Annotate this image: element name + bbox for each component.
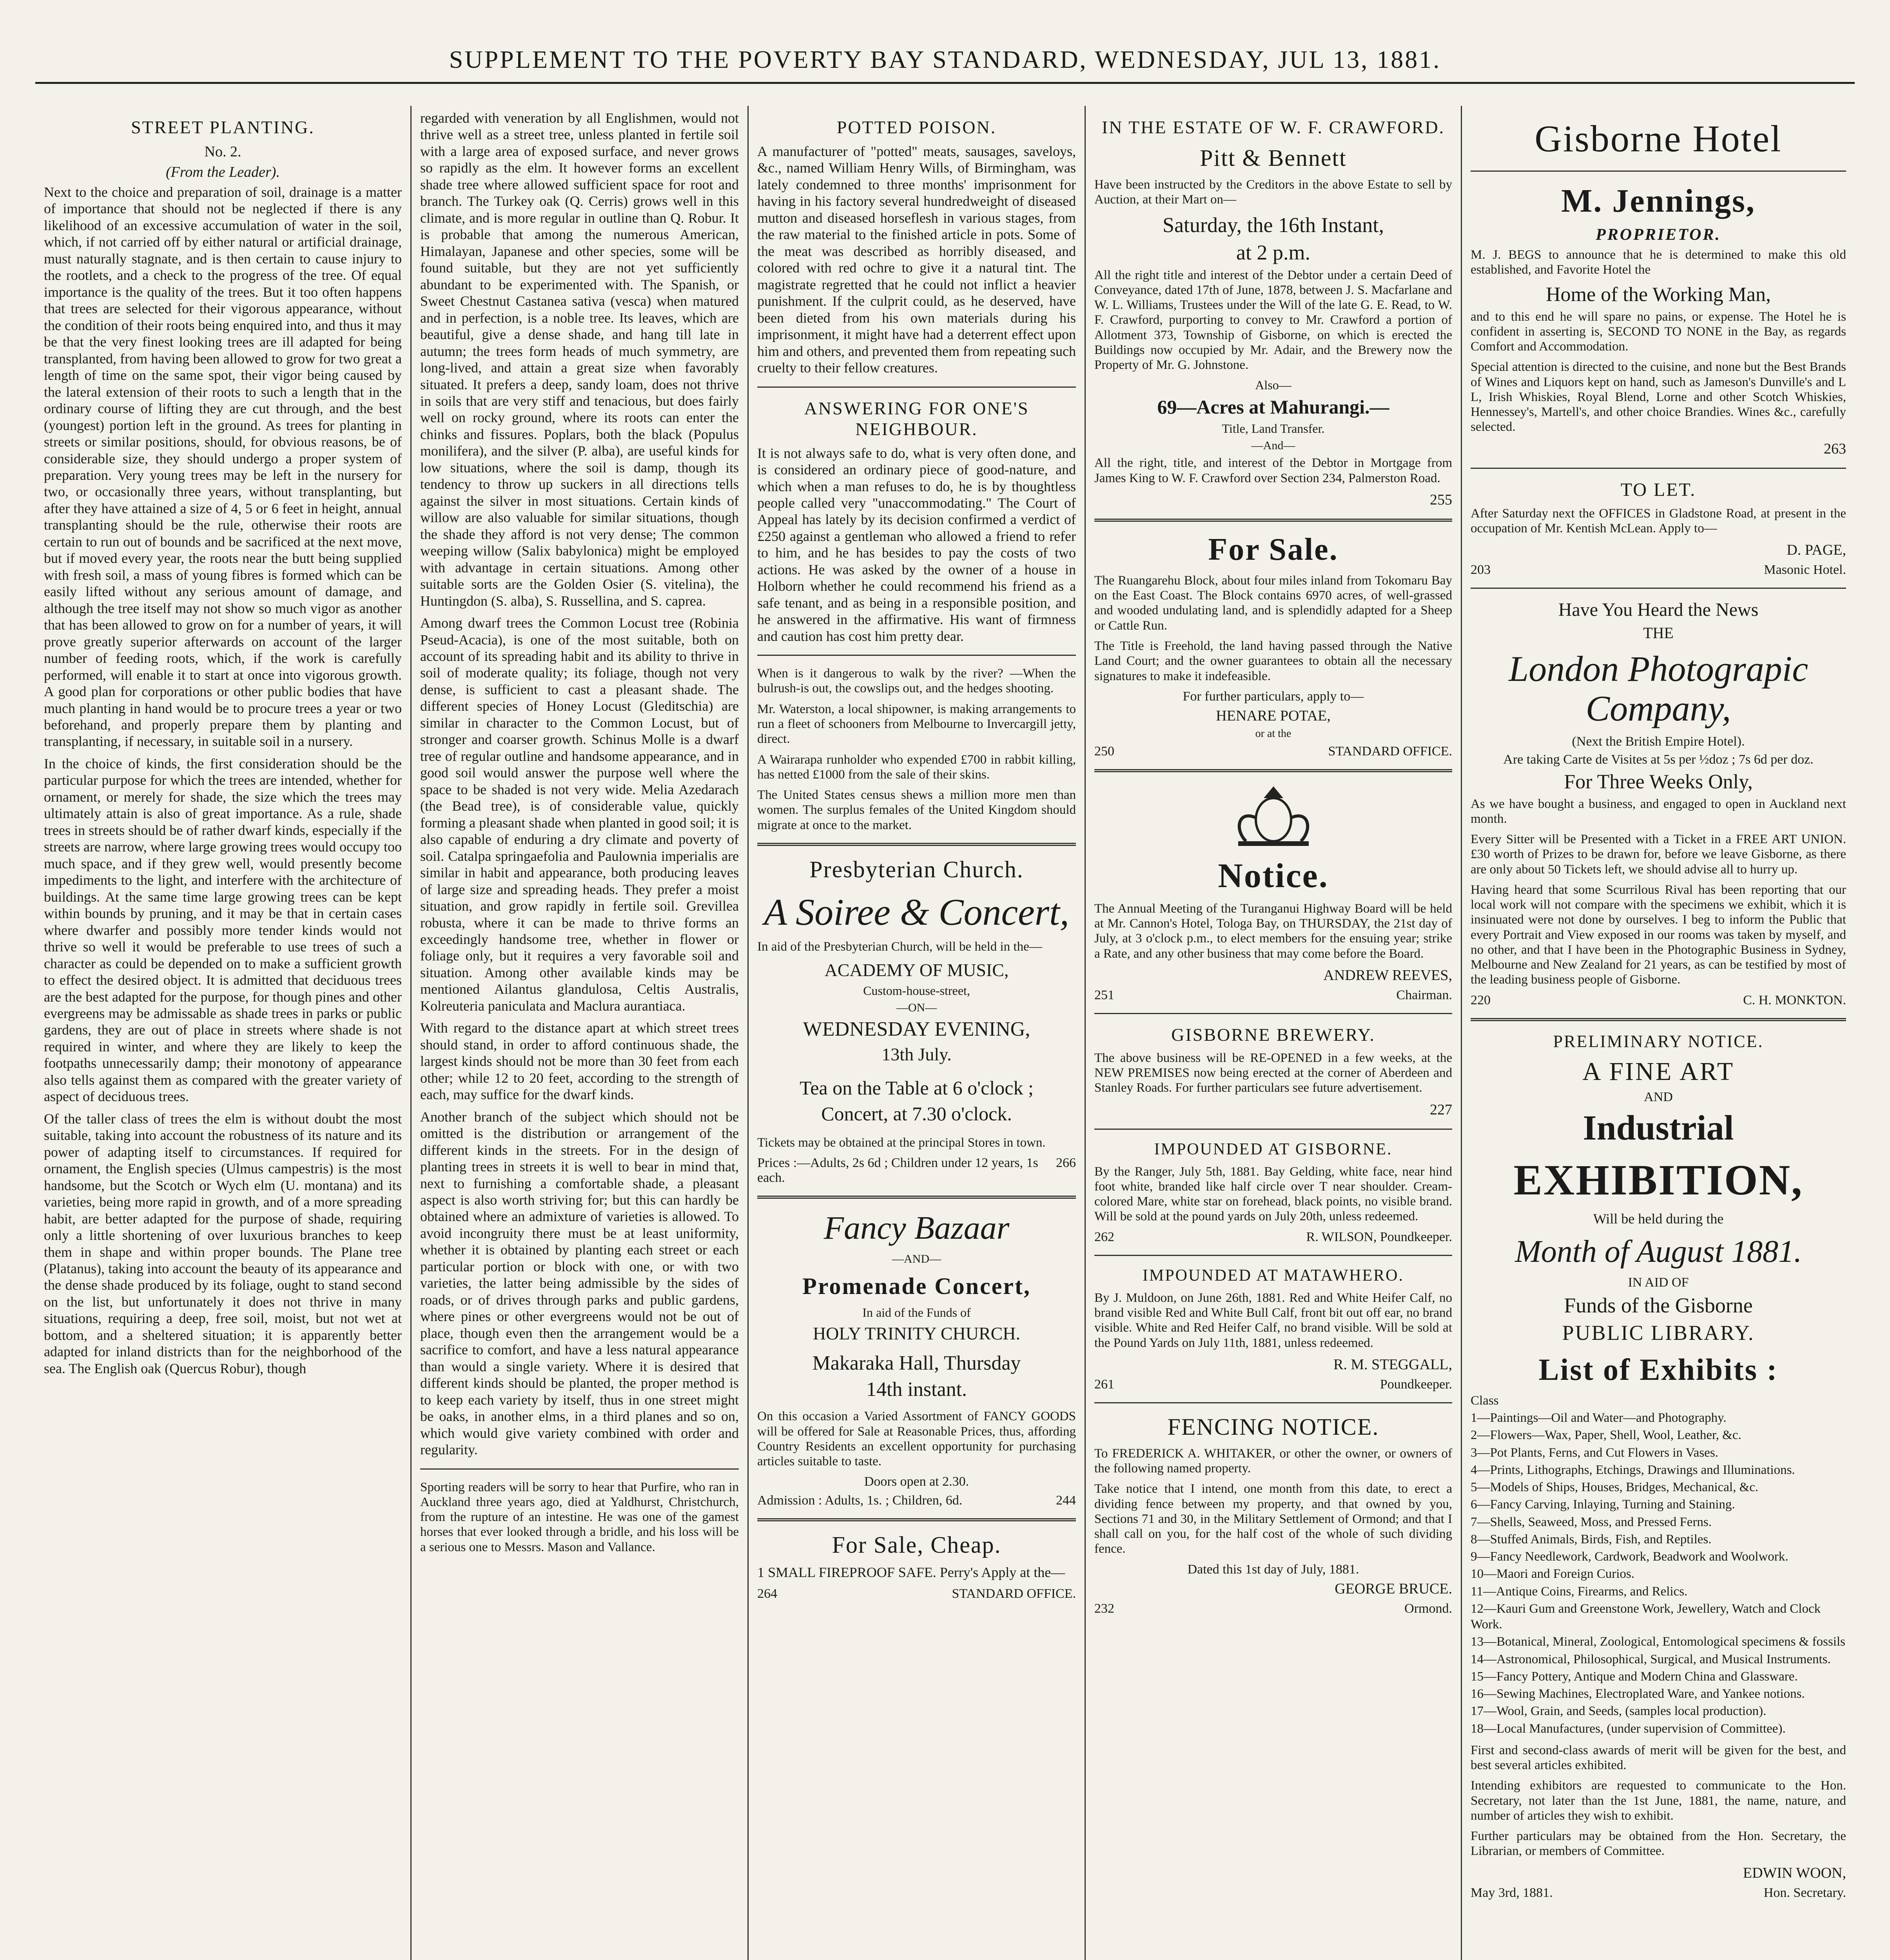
divider <box>757 655 1076 656</box>
impounded-gisborne-text: By the Ranger, July 5th, 1881. Bay Gelding, white face, near hind foot white, branded like half circle over T near shoulder. Cream-colored Mare, white star on forehead, black points, no visible brand. Will be sold at the pound yards on July 20th, unless redeemed. <box>1094 1164 1452 1224</box>
prices-line <box>757 1156 1076 1185</box>
exhibit-item: 18—Local Manufactures, (under supervision of Committee). <box>1471 1721 1786 1736</box>
divider <box>420 1468 739 1470</box>
woon-role: Hon. Secretary. <box>1763 1885 1846 1900</box>
royal-crest-icon <box>1094 782 1452 849</box>
article-paragraph: Among dwarf trees the Common Locust tree (Robinia Pseud-Acacia), is one of the most suitable, both on account of its spreading habit and its ability to thrive in soil of moderate quality; its foliage, though not very dense, is sufficient to cast a pleasant shade. The different species of Honey Locust (Gleditschia) are similar in character to the Common Locust, but of stronger and coarser growth. Schinus Molle is a dwarf tree of regular outline and handsome appearance, and in good soil would answer the purpose well where the space to be shaded is not very wide. Melia Azedarach (the Bead tree), is of considerable value, quickly forming a pleasant shade when planted in good soil; it is also capable of enduring a dry climate and poverty of soil. Catalpa springaefolia and Paulownia imperialis are similar in habit and appearance, both producing leaves of large size and spreading heads. They prefer a moist situation, and grow rapidly in fertile soil. Grevillea robusta, where it can be made to thrive forms an exceedingly handsome tree, whether in flower or foliage only, but it requires a very favorable soil and situation. Among other available kinds may be mentioned Ailantus glandulosa, Celtis Australis, Kolreuteria paniculata and Maclura aurantiaca. <box>420 615 739 1014</box>
column-3 <box>749 106 1086 1960</box>
woon-name: EDWIN WOON, <box>1743 1864 1846 1881</box>
brewery-ref: 227 <box>1430 1101 1452 1118</box>
reeves-role: Chairman. <box>1396 987 1452 1002</box>
divider <box>1471 1018 1846 1021</box>
impounded-gisborne-ref: 262 <box>1094 1229 1114 1244</box>
exhibit-item: 9—Fancy Needlework, Cardwork, Beadwork and Woolwork. <box>1471 1550 1788 1564</box>
home-working-man: Home of the Working Man, <box>1546 283 1771 306</box>
brewery-title: GISBORNE BREWERY. <box>1171 1024 1375 1045</box>
to-let-text: After Saturday next the OFFICES in Gladstone Road, at present in the occupation of Mr. Kentish McLean. Apply to— <box>1471 506 1846 535</box>
soiree-title: A Soiree & Concert, <box>764 891 1069 933</box>
impounded-matawhero-foot <box>1094 1377 1452 1392</box>
in-aid-of: IN AID OF <box>1628 1275 1689 1290</box>
exhibit-item: 16—Sewing Machines, Electroplated Ware, and Yankee notions. <box>1471 1687 1805 1701</box>
or-at-label: or at the <box>1255 727 1291 740</box>
impounded-matawhero-ref: 261 <box>1094 1377 1114 1392</box>
event-date: 13th July. <box>882 1044 952 1065</box>
block-text: The Ruangarehu Block, about four miles inland from Tokomaru Bay on the East Coast. The Block contains 6970 acres, of well-grassed and wooded undulating land, and is splendidly adapted for a Sheep or Cattle Run. <box>1094 573 1452 633</box>
and-label: AND <box>1644 1089 1673 1104</box>
industrial: Industrial <box>1583 1108 1734 1147</box>
pitt-bennett: Pitt & Bennett <box>1200 145 1347 171</box>
exhibit-item: 6—Fancy Carving, Inlaying, Turning and Staining. <box>1471 1497 1735 1512</box>
sale-cheap-text: 1 SMALL FIREPROOF SAFE. Perry's Apply at the— <box>757 1564 1065 1581</box>
woon-date: May 3rd, 1881. <box>1471 1885 1553 1900</box>
will-be-held: Will be held during the <box>1593 1210 1724 1227</box>
three-weeks: For Three Weeks Only, <box>1564 770 1753 793</box>
sale-cheap-title: For Sale, Cheap. <box>832 1532 1001 1558</box>
preliminary-notice: PRELIMINARY NOTICE. <box>1553 1031 1764 1051</box>
funds-gisborne: Funds of the Gisborne <box>1564 1293 1753 1317</box>
divider <box>1094 1402 1452 1403</box>
column-4 <box>1086 106 1462 1960</box>
masthead: SUPPLEMENT TO THE POVERTY BAY STANDARD, WEDNESDAY, JUL 13, 1881. <box>35 45 1855 84</box>
monkton-ref: 220 <box>1471 993 1491 1007</box>
exhibit-item: 11—Antique Coins, Firearms, and Relics. <box>1471 1584 1688 1599</box>
for-sale-title: For Sale. <box>1208 532 1339 567</box>
further-text: Further particulars may be obtained from the Hon. Secretary, the Librarian, or members of Committee. <box>1471 1829 1846 1858</box>
intending-text: Intending exhibitors are requested to communicate to the Hon. Secretary, not later than the 1st June, 1881, the name, nature, and number of articles they wish to exhibit. <box>1471 1779 1846 1823</box>
also-label: Also— <box>1255 378 1291 392</box>
columns <box>35 106 1855 1960</box>
carte-prices: Are taking Carte de Visites at 5s per ½doz ; 7s 6d per doz. <box>1503 752 1814 767</box>
in-aid-label: In aid of the Funds of <box>862 1305 971 1320</box>
right-ref: 255 <box>1430 491 1452 508</box>
impounded-gisborne-title: IMPOUNDED AT GISBORNE. <box>1154 1140 1393 1158</box>
monkton-foot <box>1471 993 1846 1008</box>
special-text: Special attention is directed to the cuisine, and none but the Best Brands of Wines and Liquors kept on hand, such as Jameson's Dunville's and L L, Irish Whiskies, Royal Blend, Lorne and other Scotch Whiskies, Hennessey's, Martell's, and other choice Brandies. Wines &c., carefully selected. <box>1471 360 1846 434</box>
list-of-exhibits: List of Exhibits : <box>1538 1352 1778 1387</box>
divider <box>1094 1129 1452 1130</box>
to-let-title: TO LET. <box>1620 479 1696 500</box>
having-text: Having heard that some Scurrilous Rival has been reporting that our local work will not compare with the specimens we exhibit, which it is insinuated were not done by ourselves. I beg to inform the Public that every Portrait and View exposed in our rooms was taken by myself, and no other, and that I have been in the Photographic Business in Sydney, Melbourne and New Zealand for 21 years, as can be testified by most of the leading business people of Gisborne. <box>1471 882 1846 987</box>
to-let-foot <box>1471 563 1846 577</box>
impounded-matawhero-role: Poundkeeper. <box>1380 1377 1452 1392</box>
column-5 <box>1462 106 1855 1960</box>
holy-trinity: HOLY TRINITY CHURCH. <box>813 1323 1021 1344</box>
article-paragraph: In the choice of kinds, the first consideration should be the particular purpose for which the trees are intended, whether for ornament, or merely for shade, the size which the trees may ultimately attain is also of great importance. As a rule, shade trees in streets should be of rather dwarf kinds, especially if the streets are narrow, where large growing trees would occupy too much space, and if they grew well, would presently become impediments to the light, and interfere with the architecture of buildings. At the same time large growing trees can be kept within bounds by pruning, and it may be that in certain cases where dwarfer and possibly more tender kinds would not thrive so well it would be preferable to use trees of such a character as could be depended on to make a sufficient growth to effect the desired object. It is admitted that deciduous trees are the best adapted for the purpose, for though pines and other evergreens may be admissable as shade trees in parks or public gardens, they are out of place in streets where shade is not required in winter, and where they are likely to keep the footpaths unnecessarily damp; their monotony of appearance also tells against them as compared with the greater variety of aspect of deciduous trees. <box>44 755 402 1105</box>
promenade-title: Promenade Concert, <box>802 1273 1031 1299</box>
block-office: STANDARD OFFICE. <box>1328 744 1452 759</box>
exhibit-item: 13—Botanical, Mineral, Zoological, Entomological specimens & fossils <box>1471 1635 1845 1649</box>
exhibition-title: EXHIBITION, <box>1513 1156 1803 1204</box>
block-ref: 250 <box>1094 744 1114 759</box>
bought-text: As we have bought a business, and engaged to open in Auckland next month. <box>1471 797 1846 826</box>
acres-title: 69—Acres at Mahurangi.— <box>1157 396 1389 418</box>
bazaar-text: On this occasion a Varied Assortment of FANCY GOODS will be offered for Sale at Reasonable Prices, thus, affording Country Residents an excellent opportunity for purchasing articles suitable to taste. <box>757 1409 1076 1469</box>
proprietor-label: PROPRIETOR. <box>1596 226 1721 244</box>
mj-text: M. J. BEGS to announce that he is determined to make this old established, and Favorite Hotel the <box>1471 248 1846 277</box>
fencing-dated: Dated this 1st day of July, 1881. <box>1187 1562 1359 1577</box>
page-name: D. PAGE, <box>1787 542 1846 559</box>
article-paragraph: Next to the choice and preparation of soil, drainage is a matter of importance that should not be neglected if there is any likelihood of an excessive accumulation of water in the soil, which, if not carried off by either natural or artificial drainage, must naturally stagnate, and is then certain to cause injury to the rootlets, and a check to the progress of the tree. Of equal importance is the quality of the trees. But it too often happens that trees are selected for their vigorous appearance, without the condition of their roots being enquired into, and thus it may be that the very finest looking trees are ill adapted for being transplanted, from having been allowed to grow for two great a length of time on the same spot, their vigor being caused by the lateral extension of their roots to such a length that in the ordinary course of lifting they are cut through, and the best (youngest) portion left in the ground. As trees for planting in streets or similar positions, should, for obvious reasons, be of considerable size, they should undergo a proper system of preparation. Very young trees may be left in the nursery for two, or occasionally three years, without transplanting, but after they have attained a size of 4, 5 or 6 feet in height, annual transplanting should be the rule, otherwise their roots are certain to run out of bounds and be sacrificed at the next move, but if moved every year, the roots near the butt being supplied with fresh soil, a mass of young fibres is formed which can be easily lifted without any serious amount of damage, and although the tree itself may not show so much vigor as another that has been allowed to grow on for a number of years, it will prove greatly superior afterwards on account of the larger number of feeding roots, which, if the work is carefully performed, will enable it to start at once into vigorous growth. A good plan for corporations or other public bodies that have much planting in hand would be to procure trees a year or two beforehand, and properly prepare them by planting and transplanting, if necessary, in suitable soil in a nursery. <box>44 184 402 750</box>
brief-item: When is it dangerous to walk by the river? —When the bulrush-is out, the cowslips out, and the hedges shooting. <box>757 666 1076 696</box>
acres-sub: Title, Land Transfer. <box>1222 421 1325 436</box>
concert-time: Concert, at 7.30 o'clock. <box>821 1103 1012 1125</box>
fencing-sig: GEORGE BRUCE. <box>1335 1580 1452 1597</box>
potted-poison-text: A manufacturer of "potted" meats, sausages, saveloys, &c., named William Henry Wills, of Birmingham, was lately condemned to three months' imprisonment for having in his factory several hundredweight of diseased mutton and diseased horseflesh in various stages, from the raw material to the finished article in pots. Some of the meat was described as horribly diseased, and colored with red ochre to give it a natural tint. The magistrate regretted that he could not inflict a heavier punishment. If the culprit could, as he deserved, have been dieted from his own materials during his imprisonment, it might have had a deterrent effect upon him and others, and prevented them from repeating such cruelty to their fellow creatures. <box>757 143 1076 376</box>
impounded-gisborne-sig: R. WILSON, Poundkeeper. <box>1306 1229 1452 1244</box>
exhibit-item: 15—Fancy Pottery, Antique and Modern China and Glassware. <box>1471 1669 1798 1684</box>
monkton-name: C. H. MONKTON. <box>1743 993 1846 1007</box>
academy-street: Custom-house-street, <box>863 984 970 998</box>
bazaar-date: 14th instant. <box>866 1378 967 1401</box>
reeves-name: ANDREW REEVES, <box>1323 967 1452 984</box>
exhibit-item: 14—Astronomical, Philosophical, Surgical, and Musical Instruments. <box>1471 1652 1831 1666</box>
exhibit-item: 5—Models of Ships, Houses, Bridges, Mechanical, &c. <box>1471 1480 1759 1494</box>
exhibit-item: 7—Shells, Seaweed, Moss, and Pressed Ferns. <box>1471 1515 1712 1529</box>
prices-ref: 266 <box>1056 1156 1076 1171</box>
divider <box>757 387 1076 388</box>
soiree-text: In aid of the Presbyterian Church, will be held in the— <box>757 939 1042 954</box>
notice-title: Notice. <box>1218 857 1329 895</box>
and-label: —And— <box>1251 439 1295 452</box>
brief-item: A Wairarapa runholder who expended £700 in rabbit killing, has netted £1000 from the sale of their skins. <box>757 752 1076 782</box>
fencing-place: Ormond. <box>1404 1601 1452 1616</box>
bazaar-title: Fancy Bazaar <box>823 1210 1010 1247</box>
exhibit-item: 4—Prints, Lithographs, Etchings, Drawings and Illuminations. <box>1471 1463 1795 1477</box>
divider <box>1094 519 1452 522</box>
pitt-text: Have been instructed by the Creditors in the above Estate to sell by Auction, at their Mart on— <box>1094 178 1452 207</box>
answering-text: It is not always safe to do, what is very often done, and is considered an ordinary piece of good-nature, and which when a man refuses to do, he is by thoughtless people called very "unaccommodating." The Court of Appeal has lately by its decision confirmed a verdict of £250 against a gentleman who allowed a friend to refer to him, and he has besides to pay the costs of two actions. He was asked by the owner of a house in Holborn whether he could recommend his friend as a safe tenant, and as being in a responsible position, and he answered in the affirmative. His want of firmness and caution has cost him pretty dear. <box>757 445 1076 644</box>
masonic-hotel: Masonic Hotel. <box>1764 563 1846 577</box>
month-august: Month of August 1881. <box>1515 1234 1802 1269</box>
article-paragraph: With regard to the distance apart at which street trees should stand, in order to afford continuous shade, the largest kinds should not be more than 30 feet from each other; while 12 to 20 feet, according to the strength of each, may suffice for the dwarf kinds. <box>420 1020 739 1103</box>
auction-time: at 2 p.m. <box>1236 240 1310 264</box>
to-let-ref: 203 <box>1471 563 1491 577</box>
london-photographic: London Photograpic Company, <box>1508 649 1808 729</box>
article-paragraph: Of the taller class of trees the elm is without doubt the most suitable, taking into account the robustness of its nature and its power of adapting itself to circumstances. If required for ornament, the English species (Ulmus campestris) is the most handsome, but the Scotch or Wych elm (U. montana) and its varieties, being more rapid in growth, and of a more spreading habit, are better adapted for the purpose of shade, requiring only a little shortening of over luxurious branches to keep them in shape and within proper bounds. The Plane tree (Platanus), taking into account the beauty of its appearance and the dense shade produced by its foliage, ought to stand second on the list, but unfortunately it does not thrive in many situations, requiring a deep, free soil, moist, but not wet at bottom, and a sheltered situation; it is apparently better adapted for inland districts than for the neighborhood of the sea. The English oak (Quercus Robur), though <box>44 1111 402 1376</box>
british-empire: (Next the British Empire Hotel). <box>1572 734 1745 749</box>
tea-time: Tea on the Table at 6 o'clock ; <box>800 1077 1034 1099</box>
fencing-text: Take notice that I intend, one month from this date, to erect a dividing fence between my property, and that owned by you, Sections 71 and 30, in the Military Settlement of Ormond; and that I shall call on you, for the half cost of the whole of such dividing fence. <box>1094 1482 1452 1556</box>
admission-text: Admission : Adults, 1s. ; Children, 6d. <box>757 1493 963 1508</box>
auction-day: Saturday, the 16th Instant, <box>1163 213 1384 237</box>
on-label: —ON— <box>896 1001 937 1014</box>
awards-text: First and second-class awards of merit will be given for the best, and best several articles exhibited. <box>1471 1743 1846 1773</box>
reeves-ref: 251 <box>1094 987 1114 1002</box>
public-library: PUBLIC LIBRARY. <box>1562 1321 1755 1345</box>
fencing-foot <box>1094 1601 1452 1616</box>
impounded-matawhero-title: IMPOUNDED AT MATAWHERO. <box>1142 1266 1404 1285</box>
divider <box>1471 588 1846 589</box>
tickets-info: Tickets may be obtained at the principal Stores in town. <box>757 1136 1046 1150</box>
street-planting-source: (From the Leader). <box>166 164 280 180</box>
makaraka-hall: Makaraka Hall, Thursday <box>812 1352 1021 1375</box>
potted-poison-title: POTTED POISON. <box>836 117 997 137</box>
exhibit-item: 1—Paintings—Oil and Water—and Photography. <box>1471 1411 1727 1425</box>
hotel-title: Gisborne Hotel <box>1534 118 1782 160</box>
exhibit-item: 17—Wool, Grain, and Seeds, (samples local production). <box>1471 1704 1767 1719</box>
henare-potae: HENARE POTAE, <box>1216 707 1331 724</box>
divider <box>1094 1255 1452 1256</box>
exhibit-item: 8—Stuffed Animals, Birds, Fish, and Reptiles. <box>1471 1532 1712 1546</box>
doors-open: Doors open at 2.30. <box>864 1474 969 1489</box>
street-planting-title: STREET PLANTING. <box>131 117 315 137</box>
brief-item: Mr. Waterston, a local shipowner, is making arrangements to run a fleet of schooners from Melbourne to Invercargill jetty, direct. <box>757 702 1076 746</box>
exhibit-item: 12—Kauri Gum and Greenstone Work, Jewellery, Watch and Clock Work. <box>1471 1601 1821 1632</box>
and-label: —AND— <box>892 1252 941 1266</box>
notice-text: The Annual Meeting of the Turanganui Highway Board will be held at Mr. Cannon's Hotel, Tologa Bay, on THURSDAY, the 21st day of July, at 3 o'clock p.m., to elect members for the ensuing year; strike a Rate, and any other business that may come before the Board. <box>1094 901 1452 961</box>
news-heading: Have You Heard the News <box>1558 599 1759 621</box>
special-ref: 263 <box>1824 440 1846 457</box>
exhibit-item: 2—Flowers—Wax, Paper, Shell, Wool, Leather, &c. <box>1471 1428 1741 1443</box>
article-paragraph: Another branch of the subject which should not be omitted is the distribution or arrangement of the different kinds in the streets. For in the design of planting trees in streets it is well to bear in mind that, next to furnishing a comfortable shade, a pleasant aspect is also worth striving for; but this can hardly be obtained where an admixture of varieties is allowed. To avoid incongruity there must be at least uniformity, whether it is obtained by planting each street or each particular portion or block with one, or with two varieties, the latter being admissible by the sides of roads, or of drives through parks and public gardens, where pines or other evergreens would not be out of place, though even then the arrangement would be a sacrifice to comfort, and have a less natural appearance than would a single variety. Where it is desired that different kinds should be planted, the proper method is to keep each variety by itself, thus in one street might be oaks, in another elms, in a third planes and so on, which would give variety combined with order and regularity. <box>420 1109 739 1458</box>
fencing-title: FENCING NOTICE. <box>1167 1414 1379 1440</box>
exhibit-list <box>1471 1393 1846 1737</box>
admission-line <box>757 1493 1076 1508</box>
impounded-matawhero-sig: R. M. STEGGALL, <box>1333 1356 1452 1373</box>
column-2 <box>412 106 749 1960</box>
sitter-text: Every Sitter will be Presented with a Ticket in a FREE ART UNION. £30 worth of Prizes to be drawn for, before we leave Gisborne, as there are only about 50 Tickets left, we should advise all to hurry up. <box>1471 832 1846 877</box>
estate-title: IN THE ESTATE OF W. F. CRAWFORD. <box>1101 117 1445 137</box>
divider <box>1471 468 1846 469</box>
divider <box>757 1518 1076 1521</box>
jennings-name: M. Jennings, <box>1561 183 1756 219</box>
impounded-gisborne-foot <box>1094 1230 1452 1245</box>
title-text: The Title is Freehold, the land having passed through the Native Land Court; and the owner guarantees to obtain all the necessary signatures to make it indefeasible. <box>1094 639 1452 683</box>
answering-title: ANSWERING FOR ONE'S NEIGHBOUR. <box>804 398 1029 439</box>
fencing-ref: 232 <box>1094 1601 1114 1616</box>
column-1 <box>35 106 412 1960</box>
divider <box>1471 171 1846 172</box>
admission-ref: 244 <box>1056 1493 1076 1508</box>
home-text: and to this end he will spare no pains, or expense. The Hotel he is confident in asserting is, SECOND TO NONE in the Bay, as regards Comfort and Accommodation. <box>1471 309 1846 354</box>
impounded-matawhero-text: By J. Muldoon, on June 26th, 1881. Red and White Heifer Calf, no brand visible Red and White Bull Calf, front bit out off ear, no brand visible. White and Red Heifer Calf, no brand visible. Will be sold at the Pound Yards on July 11th, 1881, unless redeemed. <box>1094 1290 1452 1350</box>
sale-cheap-foot <box>757 1586 1076 1601</box>
divider <box>757 843 1076 846</box>
divider <box>1094 1013 1452 1014</box>
sale-cheap-ref: 264 <box>757 1586 777 1601</box>
prices-text: Prices :—Adults, 2s 6d ; Children under 12 years, 1s each. <box>757 1156 1038 1185</box>
sale-cheap-office: STANDARD OFFICE. <box>952 1586 1076 1601</box>
estate-text: All the right title and interest of the Debtor under a certain Deed of Conveyance, dated 17th of June, 1878, between J. S. Macfarlane and W. L. Williams, Trustees under the Will of the late G. E. Read, to W. F. Crawford, purporting to convey to Mr. Crawford a portion of Allotment 373, Township of Gisborne, on which is erected the Buildings now occupied by Mr. Adair, and the Brewery now the Property of Mr. G. Johnstone. <box>1094 268 1452 372</box>
presbyterian-title: Presbyterian Church. <box>809 856 1024 882</box>
academy-name: ACADEMY OF MUSIC, <box>824 960 1009 980</box>
exhibit-class-label: Class <box>1471 1393 1499 1408</box>
street-planting-subtitle: No. 2. <box>204 143 241 160</box>
right-text: All the right, title, and interest of the Debtor in Mortgage from James King to W. F. Crawford over Section 234, Palmerston Road. <box>1094 456 1452 485</box>
brief-item: The United States census shews a million more men than women. The surplus females of the United Kingdom should migrate at once to the market. <box>757 788 1076 832</box>
fine-art: A FINE ART <box>1582 1057 1735 1086</box>
event-day: WEDNESDAY EVENING, <box>803 1018 1030 1041</box>
article-paragraph: regarded with veneration by all Englishmen, would not thrive well as a street tree, unless planted in fertile soil with a large area of exposed surface, and never grows so rapidly as the elm. It however forms an excellent shade tree where allowed sufficient space for root and branch. The Turkey oak (Q. Cerris) grows well in this climate, and is more regular in outline than Q. Robur. It is probable that among the numerous American, Himalayan, Japanese and other species, some will be found suitable, but they are not yet sufficiently abundant to be experimented with. The Spanish, or Sweet Chestnut Castanea sativa (vesca) when matured and in perfection, is a noble tree. Its leaves, which are beautiful, give a dense shade, and hang till late in autumn; the trees form heads of much symmetry, are long-lived, and attain a great size when favorably situated. It prefers a deep, sandy loam, does not thrive in soils that are very stiff and tenacious, but does fairly well on rocky ground, where its roots can enter the chinks and fissures. Poplars, both the black (Populus monilifera), and the silver (P. alba), are useful kinds for low situations, where the soil is damp, though its tendency to throw up suckers in all directions tells against the silver in most situations. Certain kinds of willow are also valuable for similar situations, though the shade they afford is not very dense; The common weeping willow (Salix babylonica) might be employed with advantage in certain situations. Among other suitable sorts are the Golden Osier (S. vitelina), the Huntingdon (S. alba), S. Russellina, and S. caprea. <box>420 110 739 609</box>
divider <box>757 1196 1076 1199</box>
block-foot <box>1094 744 1452 759</box>
the-label: THE <box>1643 624 1674 642</box>
fencing-to: To FREDERICK A. WHITAKER, or other the owner, or owners of the following named property. <box>1094 1446 1452 1476</box>
further-label: For further particulars, apply to— <box>1183 689 1364 704</box>
sporting-footnote: Sporting readers will be sorry to hear that Purfire, who ran in Auckland three years ago, died at Yaldhurst, Christchurch, from the rupture of an intestine. He was one of the gamest horses that ever looked through a bridle, and his loss will be a serious one to Messrs. Mason and Vallance. <box>420 1480 739 1554</box>
reeves-foot <box>1094 988 1452 1003</box>
woon-foot <box>1471 1886 1846 1900</box>
divider <box>1094 769 1452 772</box>
brewery-text: The above business will be RE-OPENED in a few weeks, at the NEW PREMISES now being erected at the corner of Aberdeen and Stanley Roads. For further particulars see future advertisement. <box>1094 1051 1452 1095</box>
exhibit-item: 3—Pot Plants, Ferns, and Cut Flowers in Vases. <box>1471 1445 1718 1460</box>
exhibit-item: 10—Maori and Foreign Curios. <box>1471 1567 1634 1581</box>
